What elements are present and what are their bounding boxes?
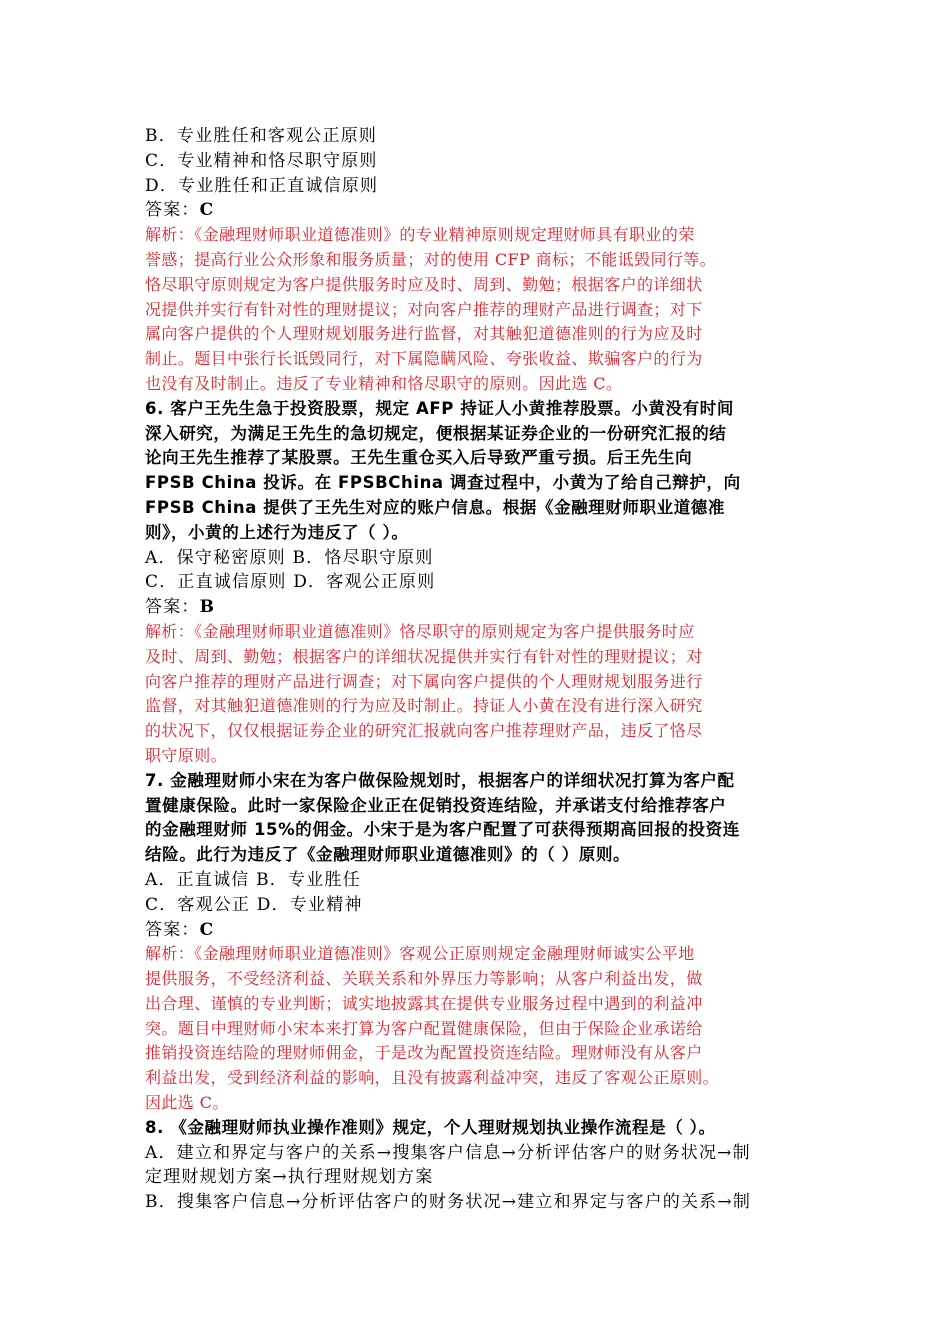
answer-line bbox=[145, 918, 813, 943]
explanation-line: 因此选 C。 bbox=[145, 1093, 229, 1113]
option-line: B．专业胜任和客观公正原则 bbox=[145, 126, 378, 146]
question-line: FPSB China 投诉。在 FPSBChina 调查过程中，小黄为了给自己辩护，向 bbox=[145, 473, 741, 493]
explanation-line: 恪尽职守原则规定为客户提供服务时应及时、周到、勤勉；根据客户的详细状 bbox=[145, 274, 703, 294]
option-line: A．正直诚信 B．专业胜任 bbox=[145, 869, 361, 890]
option-line: C．正直诚信原则 D．客观公正原则 bbox=[145, 572, 436, 593]
question-line: 的金融理财师 15%的佣金。小宋于是为客户配置了可获得预期高回报的投资连 bbox=[145, 820, 740, 840]
answer-label: 答案： bbox=[145, 919, 200, 940]
explanation-line: 也没有及时制止。违反了专业精神和恪尽职守的原则。因此选 C。 bbox=[145, 373, 623, 393]
explanation-line: 提供服务，不受经济利益、关联关系和外界压力等影响；从客户利益出发，做 bbox=[145, 969, 703, 989]
explanation-line: 的状况下，仅仅根据证券企业的研究汇报就向客户推荐理财产品，违反了恪尽 bbox=[145, 721, 703, 741]
option-line: C．客观公正 D．专业精神 bbox=[145, 894, 363, 915]
question-line: 结险。此行为违反了《金融理财师职业道德准则》的（ ）原则。 bbox=[145, 845, 631, 865]
explanation-line: 向客户推荐的理财产品进行调查；对下属向客户提供的个人理财规划服务进行 bbox=[145, 671, 703, 691]
explanation-line: 制止。题目中张行长诋毁同行，对下属隐瞒风险、夸张收益、欺骗客户的行为 bbox=[145, 349, 703, 369]
answer-value: C bbox=[199, 200, 214, 221]
explanation-line: 监督，对其触犯道德准则的行为应及时制止。持证人小黄在没有进行深入研究 bbox=[145, 696, 703, 716]
question-line: 7. 金融理财师小宋在为客户做保险规划时，根据客户的详细状况打算为客户配 bbox=[145, 770, 735, 790]
explanation-line: 解析：《金融理财师职业道德准则》恪尽职守的原则规定为客户提供服务时应 bbox=[145, 621, 695, 641]
question-line: 置健康保险。此时一家保险企业正在促销投资连结险，并承诺支付给推荐客户 bbox=[145, 795, 727, 815]
document-body bbox=[145, 124, 813, 1215]
explanation-line: 属向客户提供的个人理财规划服务进行监督，对其触犯道德准则的行为应及时 bbox=[145, 324, 703, 344]
explanation-line: 职守原则。 bbox=[145, 745, 228, 765]
question-line: 6. 客户王先生急于投资股票，规定 AFP 持证人小黄推荐股票。小黄没有时间 bbox=[145, 398, 734, 418]
question-line: FPSB China 提供了王先生对应的账户信息。根据《金融理财师职业道德准 bbox=[145, 497, 726, 517]
question-line: 论向王先生推荐了某股票。王先生重仓买入后导致严重亏损。后王先生向 bbox=[145, 448, 693, 468]
explanation-line: 出合理、谨慎的专业判断；诚实地披露其在提供专业服务过程中遇到的利益冲 bbox=[145, 993, 703, 1013]
option-line: D．专业胜任和正直诚信原则 bbox=[145, 175, 379, 196]
explanation-line: 推销投资连结险的理财师佣金，于是改为配置投资连结险。理财师没有从客户 bbox=[145, 1043, 703, 1063]
answer-value: C bbox=[199, 919, 214, 940]
option-line: 定理财规划方案→执行理财规划方案 bbox=[145, 1167, 434, 1188]
option-line: A．建立和界定与客户的关系→搜集客户信息→分析评估客户的财务状况→制 bbox=[145, 1142, 751, 1163]
question-line: 8. 《金融理财师执业操作准则》规定，个人理财规划执业操作流程是（ ）。 bbox=[145, 1117, 716, 1137]
option-line: B．搜集客户信息→分析评估客户的财务状况→建立和界定与客户的关系→制 bbox=[145, 1192, 752, 1213]
question-line: 深入研究，为满足王先生的急切规定，便根据某证券企业的一份研究汇报的结 bbox=[145, 423, 727, 443]
answer-label: 答案： bbox=[145, 200, 200, 221]
question-line: 则》，小黄的上述行为违反了（ ）。 bbox=[145, 522, 409, 542]
option-line: A．保守秘密原则 B．恪尽职守原则 bbox=[145, 547, 434, 568]
explanation-line: 况提供并实行有针对性的理财提议；对向客户推荐的理财产品进行调查；对下 bbox=[145, 299, 703, 319]
explanation-line: 解析：《金融理财师职业道德准则》客观公正原则规定金融理财师诚实公平地 bbox=[145, 944, 695, 964]
explanation-line: 突。题目中理财师小宋本来打算为客户配置健康保险，但由于保险企业承诺给 bbox=[145, 1018, 703, 1038]
explanation-line: 利益出发，受到经济利益的影响，且没有披露利益冲突，违反了客观公正原则。 bbox=[145, 1068, 720, 1088]
option-line: C．专业精神和恪尽职守原则 bbox=[145, 150, 378, 171]
answer-line bbox=[145, 198, 813, 223]
answer-line bbox=[145, 595, 813, 620]
answer-value: B bbox=[199, 597, 214, 618]
explanation-line: 解析：《金融理财师职业道德准则》的专业精神原则规定理财师具有职业的荣 bbox=[145, 225, 695, 245]
explanation-line: 及时、周到、勤勉；根据客户的详细状况提供并实行有针对性的理财提议；对 bbox=[145, 646, 703, 666]
explanation-line: 誉感；提高行业公众形象和服务质量；对的使用 CFP 商标；不能诋毁同行等。 bbox=[145, 249, 717, 269]
answer-label: 答案： bbox=[145, 597, 200, 618]
